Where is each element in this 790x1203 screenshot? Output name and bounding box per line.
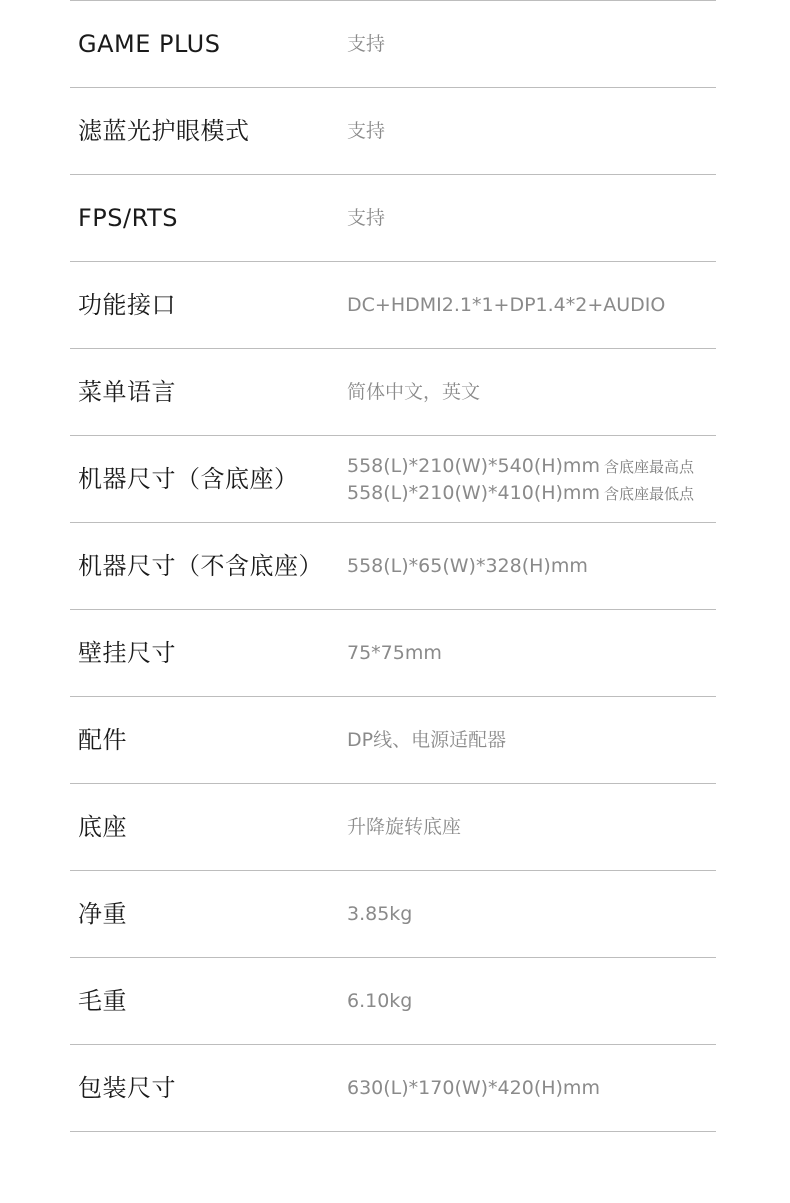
spec-table <box>70 0 716 1132</box>
spec-label: 壁挂尺寸 <box>78 639 176 667</box>
spec-label: FPS/RTS <box>78 204 178 232</box>
spec-label: 功能接口 <box>78 291 176 319</box>
spec-row-gross-weight <box>70 958 716 1045</box>
spec-row-game-plus <box>70 1 716 88</box>
spec-row-package-size <box>70 1045 716 1132</box>
spec-value: 支持 <box>347 207 386 229</box>
spec-label: GAME PLUS <box>78 30 221 58</box>
spec-row-stand <box>70 784 716 871</box>
spec-value: DP线、电源适配器 <box>347 729 507 751</box>
spec-label: 毛重 <box>78 987 127 1015</box>
spec-row-ports <box>70 262 716 349</box>
spec-label: 底座 <box>78 813 127 841</box>
spec-label: 净重 <box>78 900 127 928</box>
spec-row-blue-light <box>70 88 716 175</box>
spec-value: 630(L)*170(W)*420(H)mm <box>347 1077 600 1099</box>
spec-row-net-weight <box>70 871 716 958</box>
dimension-note: 含底座最高点 <box>603 458 694 476</box>
spec-row-size-without-stand <box>70 523 716 610</box>
spec-value-line <box>347 453 694 480</box>
spec-row-fps-rts <box>70 175 716 262</box>
spec-row-wall-mount <box>70 610 716 697</box>
spec-row-size-with-stand <box>70 436 716 523</box>
spec-label: 配件 <box>78 726 127 754</box>
dimension-text: 558(L)*210(W)*540(H)mm <box>347 455 600 477</box>
spec-label: 机器尺寸（不含底座） <box>78 552 323 580</box>
spec-value: 升降旋转底座 <box>347 816 462 838</box>
dimension-note: 含底座最低点 <box>603 485 694 503</box>
spec-value: 558(L)*65(W)*328(H)mm <box>347 555 588 577</box>
spec-label: 菜单语言 <box>78 378 176 406</box>
spec-value-multiline <box>347 436 694 522</box>
spec-label: 机器尺寸（含底座） <box>78 465 299 493</box>
spec-value: 75*75mm <box>347 642 442 664</box>
spec-value: DC+HDMI2.1*1+DP1.4*2+AUDIO <box>347 294 666 316</box>
spec-label: 滤蓝光护眼模式 <box>78 117 250 145</box>
spec-value: 6.10kg <box>347 990 413 1012</box>
spec-label: 包装尺寸 <box>78 1074 176 1102</box>
dimension-text: 558(L)*210(W)*410(H)mm <box>347 482 600 504</box>
spec-value: 3.85kg <box>347 903 413 925</box>
spec-row-accessories <box>70 697 716 784</box>
spec-value: 支持 <box>347 120 386 142</box>
spec-value: 简体中文，英文 <box>347 381 481 403</box>
spec-value-line <box>347 480 694 507</box>
spec-row-menu-language <box>70 349 716 436</box>
spec-value: 支持 <box>347 33 386 55</box>
